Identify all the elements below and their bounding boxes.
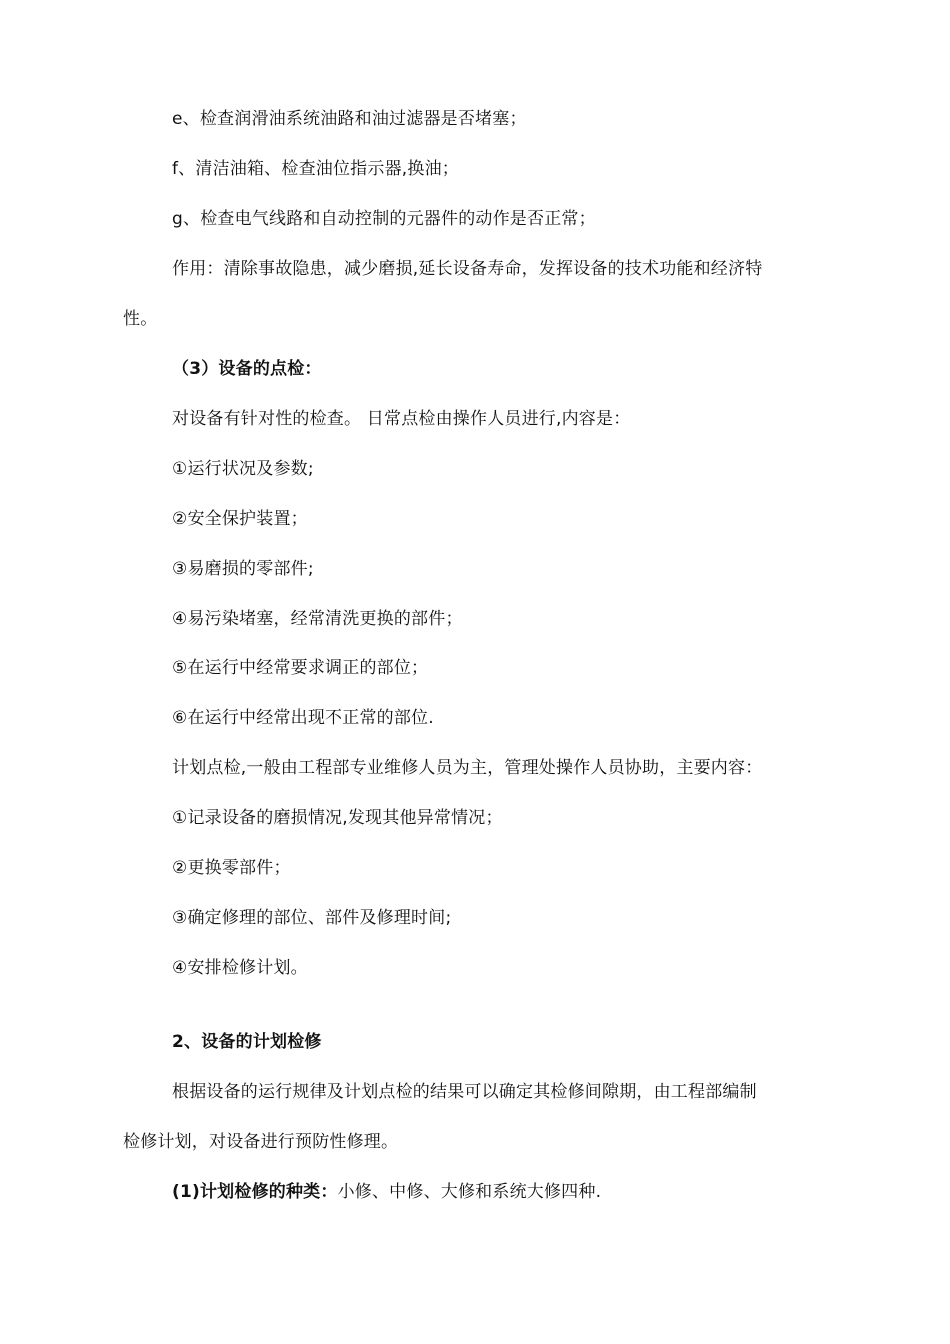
types-label: (1)计划检修的种类： [172,1182,338,1202]
list-item-daily: ④易污染堵塞，经常清洗更换的部件； [172,609,463,629]
list-item-planned: ②更换零部件； [172,858,291,878]
heading-inspection: （3）设备的点检： [172,359,322,379]
list-item-planned: ④安排检修计划。 [172,958,308,978]
list-item-daily: ②安全保护装置； [172,509,308,529]
paragraph-purpose: 作用：清除事故隐患，减少磨损,延长设备寿命，发挥设备的技术功能和经济特 [172,259,763,279]
paragraph-maintenance: 根据设备的运行规律及计划点检的结果可以确定其检修间隙期，由工程部编制 [172,1082,757,1102]
list-item-planned: ①记录设备的磨损情况,发现其他异常情况； [172,808,503,828]
paragraph-maintenance-cont: 检修计划，对设备进行预防性修理。 [123,1132,399,1152]
heading-planned-maintenance: 2、设备的计划检修 [172,1032,322,1052]
types-text: 小修、中修、大修和系统大修四种. [337,1182,602,1202]
paragraph-planned-intro: 计划点检,一般由工程部专业维修人员为主，管理处操作人员协助，主要内容： [172,758,763,778]
paragraph-types [172,1180,601,1204]
paragraph-g: g、检查电气线路和自动控制的元器件的动作是否正常； [172,209,596,229]
list-item-daily: ③易磨损的零部件; [172,559,314,579]
paragraph-purpose-cont: 性。 [123,309,158,329]
list-item-planned: ③确定修理的部位、部件及修理时间; [172,908,452,928]
paragraph-daily-intro: 对设备有针对性的检查。 日常点检由操作人员进行,内容是： [172,409,631,429]
list-item-daily: ⑤在运行中经常要求调正的部位； [172,658,429,678]
paragraph-e: e、检查润滑油系统油路和油过滤器是否堵塞； [172,109,527,129]
paragraph-f: f、清洁油箱、检查油位指示器,换油； [172,159,459,179]
list-item-daily: ①运行状况及参数; [172,459,314,479]
list-item-daily: ⑥在运行中经常出现不正常的部位. [172,708,434,728]
